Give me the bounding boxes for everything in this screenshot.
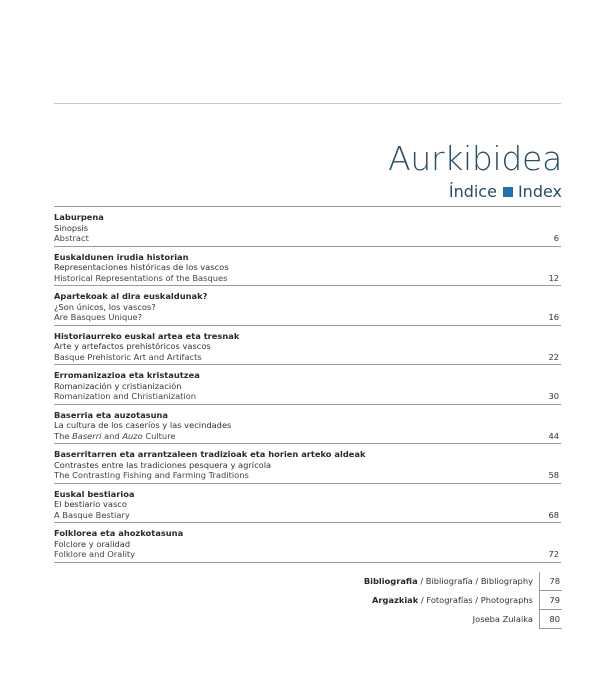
back-matter-basque: Bibliografia bbox=[363, 576, 418, 586]
page-subtitle bbox=[449, 182, 562, 202]
toc-entry[interactable] bbox=[54, 410, 561, 445]
toc-entry-spanish: Romanización y cristianización bbox=[54, 380, 182, 391]
back-matter-item-bibliography[interactable] bbox=[302, 572, 562, 591]
toc-entry-spanish: Folclore y oralidad bbox=[54, 538, 131, 549]
toc-entry-spanish: El bestiario vasco bbox=[54, 499, 127, 509]
toc-entry[interactable] bbox=[54, 489, 561, 524]
subtitle-english: Index bbox=[517, 182, 562, 201]
toc-entry-spanish: Representaciones históricas de los vascos bbox=[54, 262, 229, 272]
toc-entry[interactable] bbox=[54, 291, 561, 326]
toc-entry-english: Historical Representations of the Basques bbox=[54, 272, 228, 283]
back-matter-author-name: Joseba Zulaika bbox=[472, 614, 533, 624]
toc-entry-page: 16 bbox=[548, 312, 559, 322]
toc-entry-basque: Euskal bestiarioa bbox=[54, 488, 135, 499]
toc-entry[interactable] bbox=[54, 212, 561, 247]
toc-entry[interactable] bbox=[54, 449, 561, 484]
subtitle-rule bbox=[54, 206, 561, 207]
toc-entry-page: 12 bbox=[548, 272, 559, 283]
toc-entry-page: 44 bbox=[548, 430, 559, 441]
toc-entry-basque: Euskaldunen irudia historian bbox=[54, 251, 189, 262]
toc-entry-english: Folklore and Orality bbox=[54, 549, 136, 559]
toc-entry-basque: Laburpena bbox=[54, 212, 104, 222]
back-matter-label bbox=[372, 591, 539, 610]
back-matter-page: 78 bbox=[539, 572, 562, 591]
top-rule bbox=[54, 103, 561, 104]
toc-entry-english: The Contrasting Fishing and Farming Traditions bbox=[54, 470, 249, 480]
toc-list bbox=[54, 212, 561, 568]
back-matter-list bbox=[302, 572, 562, 629]
toc-entry-page: 22 bbox=[548, 351, 559, 362]
toc-entry[interactable] bbox=[54, 252, 561, 287]
toc-entry-english: A Basque Bestiary bbox=[54, 509, 130, 520]
back-matter-item-author[interactable] bbox=[302, 610, 562, 629]
toc-entry-basque: Baserria eta auzotasuna bbox=[54, 409, 169, 420]
english-text: The bbox=[54, 430, 73, 441]
toc-entry-page: 58 bbox=[548, 470, 559, 480]
back-matter-basque: Argazkiak bbox=[371, 595, 419, 605]
back-matter-page: 80 bbox=[539, 610, 562, 629]
toc-entry-english: Romanization and Christianization bbox=[54, 391, 197, 401]
square-bullet-icon bbox=[503, 187, 513, 197]
english-text: Culture bbox=[142, 430, 176, 441]
back-matter-item-photographs[interactable] bbox=[302, 591, 562, 610]
back-matter-translations: / Bibliografía / Bibliography bbox=[417, 576, 533, 586]
toc-entry[interactable] bbox=[54, 370, 561, 405]
back-matter-page: 79 bbox=[539, 591, 562, 610]
toc-entry-basque: Erromanizazioa eta kristautzea bbox=[54, 370, 200, 380]
toc-entry-english: Basque Prehistoric Art and Artifacts bbox=[54, 351, 202, 362]
page-title: Aurkibidea bbox=[388, 139, 562, 178]
toc-entry-spanish: ¿Son únicos, los vascos? bbox=[54, 301, 156, 312]
subtitle-spanish: Índice bbox=[448, 182, 497, 201]
toc-entry-basque: Apartekoak al dira euskaldunak? bbox=[54, 291, 208, 301]
toc-entry-basque: Baserritarren eta arrantzaleen tradizioak eta horien arteko aldeak bbox=[54, 449, 366, 459]
back-matter-translations: / Fotografías / Photographs bbox=[418, 595, 533, 605]
toc-entry-spanish: Arte y artefactos prehistóricos vascos bbox=[54, 341, 211, 351]
toc-entry-spanish: La cultura de los caseríos y las vecindades bbox=[54, 420, 232, 430]
english-italic-term: Auzo bbox=[122, 430, 143, 441]
toc-entry-english: Are Basques Unique? bbox=[54, 312, 143, 322]
toc-entry-spanish: Contrastes entre las tradiciones pesquera y agrícola bbox=[54, 459, 272, 470]
toc-entry-english bbox=[54, 431, 561, 442]
toc-entry[interactable] bbox=[54, 331, 561, 366]
english-text: and bbox=[101, 430, 123, 441]
back-matter-label bbox=[364, 572, 539, 591]
toc-entry-page: 30 bbox=[548, 391, 559, 401]
toc-entry-basque: Historiaurreko euskal artea eta tresnak bbox=[54, 330, 240, 341]
toc-entry-page: 68 bbox=[548, 509, 559, 520]
toc-entry-basque: Folklorea eta ahozkotasuna bbox=[54, 528, 184, 538]
english-italic-term: Baserri bbox=[72, 430, 102, 441]
toc-entry-page: 72 bbox=[548, 549, 559, 559]
back-matter-label bbox=[473, 610, 539, 629]
toc-entry-spanish: Sinopsis bbox=[54, 222, 89, 233]
toc-entry[interactable] bbox=[54, 528, 561, 563]
toc-entry-page: 6 bbox=[553, 233, 559, 243]
toc-entry-english: Abstract bbox=[54, 233, 89, 243]
